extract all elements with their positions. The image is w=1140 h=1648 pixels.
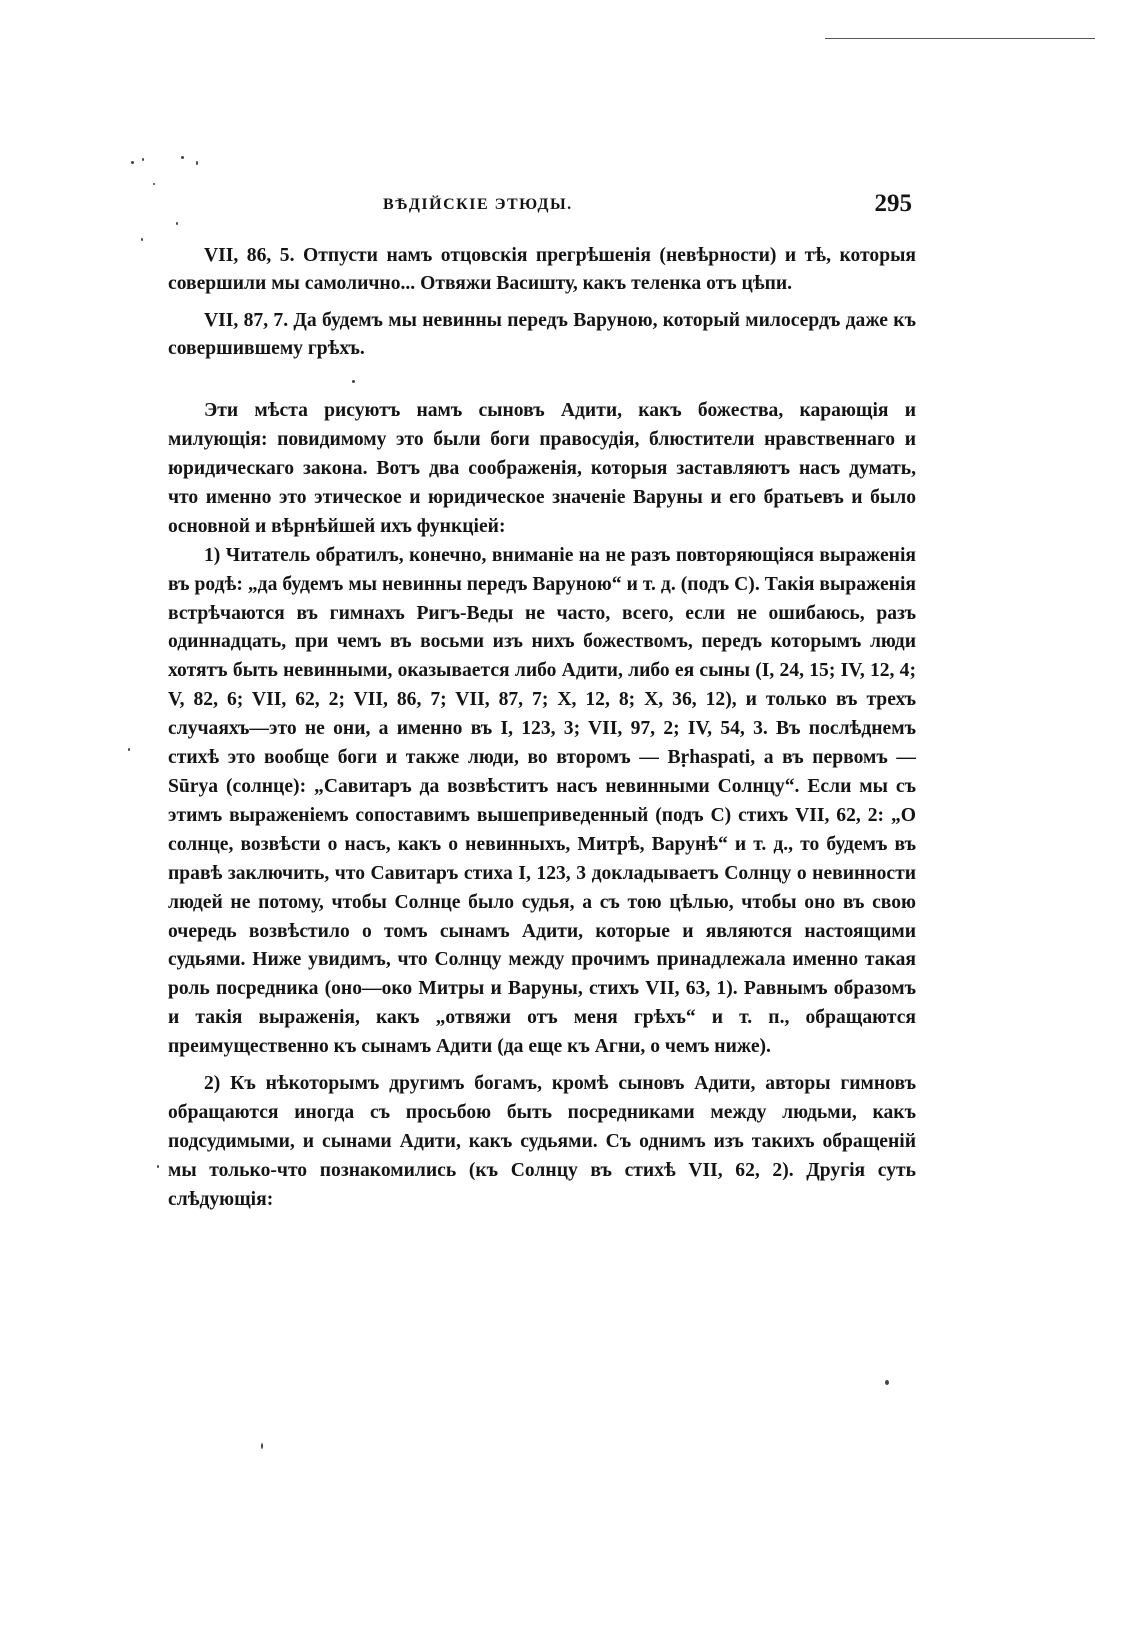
margin-speck (131, 161, 134, 164)
paragraph-point-1: 1) Читатель обратилъ, конечно, вниманіе на не разъ повторяющіяся выраженія въ родѣ: „да будемъ мы невинны передъ Варуною“ и т. д. (подъ С). Такія выраженія встрѣчаются въ гимнахъ Ригъ-Веды не часто, всего, если не ошибаюсь, разъ одиннадцать, при чемъ въ восьми изъ нихъ божествомъ, передъ которымъ люди хотятъ быть невинными, оказывается либо Адити, либо ея сыны (I, 24, 15; IV, 12, 4; V, 82, 6; VII, 62, 2; VII, 86, 7; VII, 87, 7; X, 12, 8; X, 36, 12), и только въ трехъ случаяхъ—это не они, а именно въ I, 123, 3; VII, 97, 2; IV, 54, 3. Въ послѣднемъ стихѣ это вообще боги и также люди, во второмъ — Bṛhaspati, а въ первомъ — Sūrya (солнце): „Савитаръ да возвѣститъ насъ невинными Солнцу“. Если мы съ этимъ выраженіемъ сопоставимъ вышеприведенный (подъ С) стихъ VII, 62, 2: „О солнце, возвѣсти о насъ, какъ о невинныхъ, Митрѣ, Варунѣ“ и т. д., то будемъ въ правѣ заключить, что Савитаръ стиха I, 123, 3 докладываетъ Солнцу о невинности людей не потому, чтобы Солнце было судья, а съ тою цѣлью, чтобы оно въ свою очередь возвѣстило о томъ сынамъ Адити, которые и являются настоящими судьями. Ниже увидимъ, что Солнцу между прочимъ принадлежала именно такая роль посредника (оно—око Митры и Варуны, стихъ VII, 63, 1). Равнымъ образомъ и такія выраженія, какъ „отвяжи отъ меня грѣхъ“ и т. п., обращаются преимущественно къ сынамъ Адити (да еще къ Агни, о чемъ ниже). (168, 544, 916, 1058)
margin-speck (141, 238, 143, 241)
body-text (168, 242, 916, 1215)
page-number: 295 (874, 190, 912, 217)
paragraph-intro: Эти мѣста рисуютъ намъ сыновъ Адити, какъ божества, карающія и милующія: повидимому это были боги правосудія, блюстители нравственнаго и юридическаго закона. Вотъ два соображенія, которыя заставляютъ насъ думать, что именно это этическое и юридическое значеніе Варуны и его братьевъ и было основной и вѣрнѣйшей ихъ функціей: (168, 400, 916, 537)
quote-vii-87-7: VII, 87, 7. Да будемъ мы невинны передъ Варуною, который милосердъ даже къ совершившему грѣхъ. (168, 309, 916, 359)
quote-vii-86-5: VII, 86, 5. Отпусти намъ отцовскія прегрѣшенія (невѣрности) и тѣ, которыя совершили мы самолично... Отвяжи Васишту, какъ теленка отъ цѣпи. (168, 245, 916, 295)
paragraph-point-2: 2) Къ нѣкоторымъ другимъ богамъ, кромѣ сыновъ Адити, авторы гимновъ обращаются иногда съ просьбою быть посредниками между людьми, какъ подсудимыми, и сынами Адити, какъ судьями. Съ однимъ изъ такихъ обращеній мы только-что познакомились (къ Солнцу въ стихѣ VII, 62, 2). Другія суть слѣдующія: (168, 1073, 916, 1210)
margin-speck (181, 156, 184, 159)
top-rule (825, 38, 1095, 39)
page-header (168, 192, 916, 226)
margin-speck (153, 183, 155, 185)
running-title: ВѢДІЙСКІЕ ЭТЮДЫ. (383, 196, 573, 213)
margin-speck (196, 161, 198, 165)
margin-speck (885, 1380, 889, 1385)
margin-speck (157, 1165, 159, 1168)
margin-speck (128, 748, 130, 751)
margin-speck (142, 158, 144, 161)
margin-speck (261, 1443, 263, 1449)
